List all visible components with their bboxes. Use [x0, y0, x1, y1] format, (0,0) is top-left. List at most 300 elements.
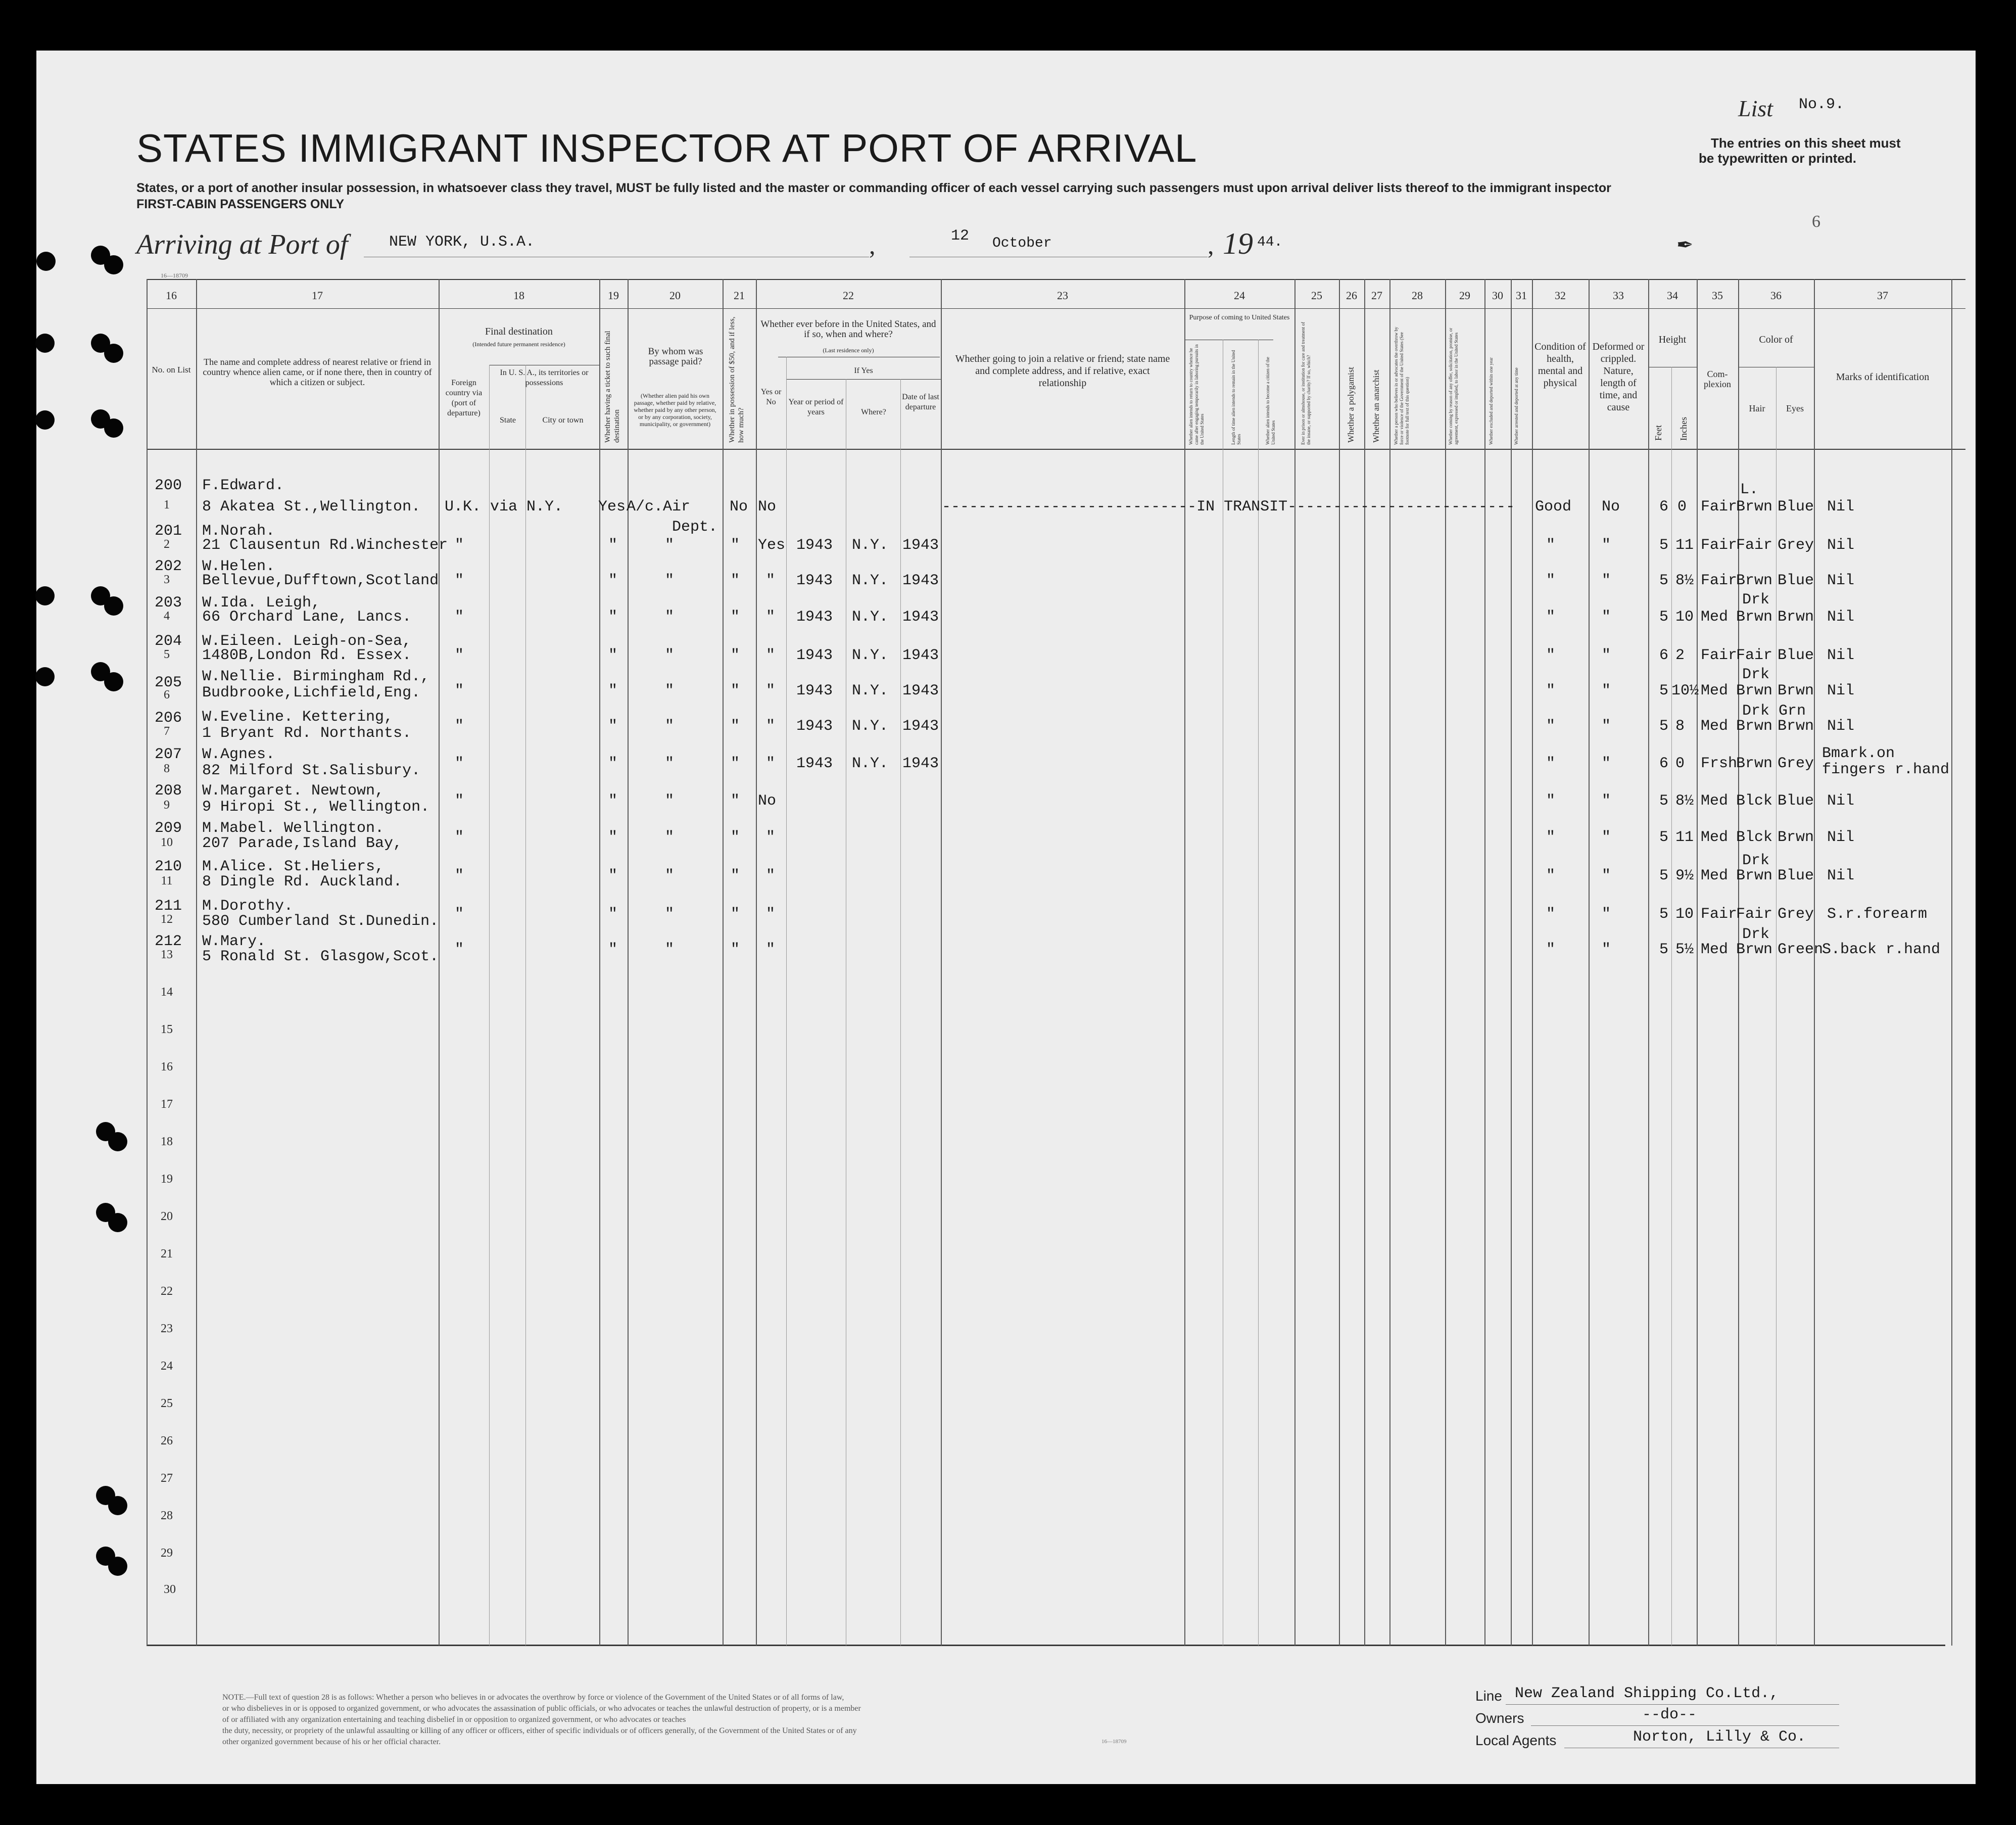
- line-number: 11: [161, 874, 173, 887]
- col36-hair: Hair: [1749, 403, 1765, 413]
- where: N.Y.: [852, 718, 889, 735]
- list-number-cell: 211: [155, 898, 182, 915]
- list-number-cell: 209: [155, 820, 182, 837]
- passage-paid: ": [665, 609, 675, 626]
- height-feet: 5: [1659, 537, 1669, 554]
- line-number: 2: [164, 538, 170, 551]
- height-feet: 6: [1659, 755, 1669, 772]
- line-number: 27: [161, 1472, 173, 1485]
- eyes: Grey: [1778, 906, 1814, 923]
- shipping-line: New Zealand Shipping Co.Ltd.,: [1515, 1685, 1779, 1702]
- punch-hole: [35, 334, 55, 353]
- hair-note: Drk: [1742, 926, 1770, 943]
- colnum: 27: [1371, 289, 1382, 302]
- col30-header: Whether excluded and deported within one year: [1489, 357, 1494, 445]
- col35-header: Com-plexion: [1704, 369, 1731, 389]
- foreign-country: ": [455, 718, 464, 735]
- passage-paid: ": [665, 941, 675, 958]
- eyes: Grey: [1778, 755, 1814, 772]
- complexion: Med: [1701, 867, 1729, 884]
- line-number: 10: [161, 836, 173, 849]
- health: ": [1546, 609, 1556, 626]
- foreign-country: ": [455, 537, 464, 554]
- line-number: 13: [161, 948, 173, 961]
- list-number-cell: 206: [155, 710, 182, 727]
- passage-paid: ": [665, 682, 675, 699]
- health: ": [1546, 829, 1556, 846]
- complexion: Med: [1701, 941, 1729, 958]
- punch-hole: [36, 252, 56, 271]
- arrival-month: October: [992, 236, 1052, 251]
- health: ": [1546, 572, 1556, 589]
- height-inches: 8½: [1675, 792, 1694, 810]
- stamp-mark-icon: ✒: [1676, 234, 1694, 256]
- height-feet: 5: [1659, 829, 1669, 846]
- relative-address: Bellevue,Dufftown,Scotland: [202, 572, 439, 589]
- money: ": [731, 867, 740, 884]
- line-underline: [1506, 1704, 1839, 1705]
- comma: ,: [1208, 231, 1214, 259]
- year: 1943: [796, 572, 833, 589]
- where: N.Y.: [852, 572, 889, 589]
- footnote-line-4: the duty, necessity, or propriety of the unlawful assaulting or killing of any officer or officers, either of specific individuals or of officers generally, of the Government of the United States or of any: [222, 1726, 857, 1735]
- col-border: [786, 357, 787, 1646]
- list-label: List: [1738, 96, 1773, 121]
- eyes: Blue: [1778, 867, 1814, 884]
- marks: Nil: [1827, 718, 1855, 735]
- rule-22b: [786, 379, 941, 380]
- list-number-cell: 200: [155, 477, 182, 494]
- line-label: Line: [1475, 1688, 1502, 1704]
- last-departure: 1943: [902, 537, 939, 554]
- marks: S.r.forearm: [1827, 906, 1928, 923]
- relative-address: 1480B,London Rd. Essex.: [202, 647, 412, 664]
- col-border: [439, 279, 440, 1646]
- marks: Nil: [1827, 829, 1855, 846]
- deformed: ": [1602, 572, 1611, 589]
- ticket: ": [608, 647, 618, 664]
- hair-note: Drk: [1742, 666, 1770, 683]
- list-number: No.9.: [1799, 96, 1845, 113]
- col24-b: Length of time alien intends to remain in the United States: [1231, 350, 1241, 445]
- height-inches: 5½: [1675, 941, 1694, 958]
- colnum: 19: [608, 289, 619, 302]
- col-border: [489, 365, 490, 1646]
- relative-name: W.Ida. Leigh,: [202, 594, 321, 612]
- money: ": [731, 792, 740, 810]
- line-number: 16: [161, 1060, 173, 1073]
- complexion: Fair: [1701, 647, 1738, 664]
- comma: ,: [869, 231, 876, 259]
- col22-subheader: (Last residence only): [823, 347, 874, 354]
- complexion: Fair: [1701, 572, 1738, 589]
- last-departure: 1943: [902, 609, 939, 626]
- height-feet: 5: [1659, 867, 1669, 884]
- before-in-us: ": [766, 829, 776, 846]
- complexion: Fair: [1701, 498, 1738, 516]
- list-number-cell: 205: [155, 674, 182, 691]
- deformed: ": [1602, 682, 1611, 699]
- relative-name: M.Alice. St.Heliers,: [202, 858, 385, 875]
- hair-note: Drk: [1742, 591, 1770, 609]
- line-number: 20: [161, 1210, 173, 1223]
- ticket: ": [608, 682, 618, 699]
- height-feet: 5: [1659, 718, 1669, 735]
- where: N.Y.: [852, 537, 889, 554]
- passage-paid: ": [665, 718, 675, 735]
- eyes: Blue: [1778, 647, 1814, 664]
- col-border: [1532, 279, 1533, 1646]
- before-in-us: ": [766, 755, 776, 772]
- col-border: [1697, 279, 1698, 1646]
- col36-eyes: Eyes: [1786, 403, 1804, 413]
- health: ": [1546, 682, 1556, 699]
- line-number: 30: [164, 1583, 176, 1596]
- height-inches: 10½: [1671, 682, 1699, 699]
- health: ": [1546, 755, 1556, 772]
- local-agents: Norton, Lilly & Co.: [1633, 1728, 1806, 1746]
- relative-name: W.Margaret. Newtown,: [202, 782, 385, 800]
- passage-paid: A/c.Air: [627, 498, 691, 516]
- passage-paid-2: Dept.: [672, 519, 718, 536]
- arrival-port: NEW YORK, U.S.A.: [389, 233, 535, 251]
- money: ": [731, 609, 740, 626]
- foreign-country: ": [455, 906, 464, 923]
- where: N.Y.: [852, 682, 889, 699]
- header-bottom-rule: [147, 449, 1965, 450]
- complexion: Med: [1701, 792, 1729, 810]
- height-inches: 10: [1675, 609, 1694, 626]
- before-in-us: ": [766, 572, 776, 589]
- height-inches: 8½: [1675, 572, 1694, 589]
- money: ": [731, 829, 740, 846]
- last-departure: 1943: [902, 682, 939, 699]
- height-inches: 9½: [1675, 867, 1694, 884]
- punch-hole: [108, 1557, 127, 1576]
- col22-year: Year or period of years: [788, 398, 844, 416]
- relative-address: 8 Dingle Rd. Auckland.: [202, 873, 403, 891]
- marks: Nil: [1827, 609, 1855, 626]
- year: 1943: [796, 609, 833, 626]
- hair: Brwn: [1736, 498, 1773, 516]
- height-feet: 6: [1659, 647, 1669, 664]
- col24-header: Purpose of coming to United States: [1189, 314, 1290, 321]
- col-border: [941, 279, 942, 1646]
- col22-header: Whether ever before in the United States, and if so, when and where?: [760, 319, 936, 340]
- passage-paid: ": [665, 537, 675, 554]
- hair: Fair: [1736, 906, 1773, 923]
- relative-name: M.Norah.: [202, 523, 275, 540]
- line-number: 29: [161, 1547, 173, 1560]
- last-departure: 1943: [902, 647, 939, 664]
- col-border: [723, 279, 724, 1646]
- money: ": [731, 647, 740, 664]
- entries-note-2: be typewritten or printed.: [1699, 151, 1857, 166]
- line-number: 24: [161, 1360, 173, 1373]
- last-departure: 1943: [902, 718, 939, 735]
- health: ": [1546, 867, 1556, 884]
- col-border: [900, 379, 901, 1646]
- height-feet: 5: [1659, 572, 1669, 589]
- colnum: 31: [1516, 289, 1527, 302]
- hair-note: Drk: [1742, 852, 1770, 869]
- complexion: Med: [1701, 682, 1729, 699]
- colnum: 34: [1667, 289, 1678, 302]
- ticket: ": [608, 906, 618, 923]
- complexion: Med: [1701, 609, 1729, 626]
- complexion: Frsh: [1701, 755, 1738, 772]
- col-border: [1364, 279, 1365, 1646]
- hair: Brwn: [1736, 941, 1773, 958]
- relative-address: Budbrooke,Lichfield,Eng.: [202, 684, 421, 701]
- complexion: Fair: [1701, 906, 1738, 923]
- colnum: 18: [513, 289, 524, 302]
- list-number-cell: 207: [155, 746, 182, 763]
- before-in-us: ": [766, 647, 776, 664]
- col-border: [1445, 279, 1446, 1646]
- relative-address: 1 Bryant Rd. Northants.: [202, 725, 412, 742]
- list-number-cell: 201: [155, 523, 182, 540]
- colnum: 23: [1057, 289, 1068, 302]
- hair: Brwn: [1736, 755, 1773, 772]
- line-number: 9: [164, 799, 170, 812]
- foreign-country: U.K.: [445, 498, 482, 516]
- eyes: Brwn: [1778, 829, 1814, 846]
- col-border: [1184, 279, 1185, 1646]
- deformed: ": [1602, 867, 1611, 884]
- footnote-line-2: or who disbelieves in or is opposed to organized government, or who advocates the assassination of public officials, or who advocates or teaches the unlawful destruction of property, or is a member: [222, 1704, 861, 1713]
- line-number: 7: [164, 725, 170, 738]
- list-number-cell: 210: [155, 858, 182, 875]
- relative-name: F.Edward.: [202, 477, 284, 494]
- col29-header: Whether coming by reason of any offer, solicitation, promise, or agreement, expressed or implied, to labor in the United States: [1448, 327, 1459, 445]
- money: ": [731, 906, 740, 923]
- transit-note: ----------------------------IN TRANSIT-------------------------: [942, 498, 1515, 516]
- ticket: ": [608, 572, 618, 589]
- relative-name: M.Mabel. Wellington.: [202, 820, 385, 837]
- col-border: [1814, 279, 1815, 1646]
- relative-name: M.Dorothy.: [202, 898, 294, 915]
- col24-c: Whether alien intends to become a citizen of the United States: [1265, 357, 1276, 445]
- money: ": [731, 572, 740, 589]
- marks: Nil: [1827, 498, 1855, 516]
- col18-header: Final destination: [485, 326, 553, 337]
- hair: Brwn: [1736, 682, 1773, 699]
- arrival-day: 12: [951, 227, 970, 245]
- col-border: [1339, 279, 1340, 1646]
- line-number: 21: [161, 1247, 173, 1260]
- col20-note: (Whether alien paid his own passage, whether paid by relative, whether paid by any other person, or by any corporation, society, municipality, or government): [634, 392, 716, 428]
- punch-hole: [104, 672, 123, 691]
- relative-name: W.Mary.: [202, 933, 266, 950]
- before-in-us: ": [766, 609, 776, 626]
- punch-hole: [108, 1496, 127, 1515]
- complexion: Med: [1701, 718, 1729, 735]
- deformed: ": [1602, 609, 1611, 626]
- hair: Fair: [1736, 647, 1773, 664]
- health: ": [1546, 792, 1556, 810]
- arrival-year-suffix: 44.: [1257, 235, 1283, 250]
- page-title: STATES IMMIGRANT INSPECTOR AT PORT OF ARRIVAL: [136, 126, 1197, 170]
- marks: Nil: [1827, 867, 1855, 884]
- money: ": [731, 537, 740, 554]
- money: ": [731, 682, 740, 699]
- col-border: [1776, 367, 1777, 1646]
- punch-hole: [108, 1213, 127, 1232]
- line-number: 15: [161, 1023, 173, 1036]
- deformed: ": [1602, 792, 1611, 810]
- col-border: [1389, 279, 1390, 1646]
- money: ": [731, 755, 740, 772]
- colnum: 28: [1412, 289, 1423, 302]
- last-departure: 1943: [902, 755, 939, 772]
- eyes: Blue: [1778, 498, 1814, 516]
- foreign-country: ": [455, 572, 464, 589]
- colnum: 29: [1459, 289, 1470, 302]
- marks: S.back r.hand: [1822, 941, 1941, 958]
- year: 1943: [796, 718, 833, 735]
- punch-hole: [104, 596, 123, 616]
- col-border: [147, 279, 148, 1646]
- col-border: [1484, 279, 1485, 1646]
- foreign-country: ": [455, 647, 464, 664]
- line-number: 26: [161, 1434, 173, 1447]
- money: No: [730, 498, 748, 516]
- ticket: ": [608, 792, 618, 810]
- height-feet: 5: [1659, 941, 1669, 958]
- relative-address: 8 Akatea St.,Wellington.: [202, 498, 421, 516]
- where: N.Y.: [852, 647, 889, 664]
- col-border: [1951, 279, 1952, 1646]
- deformed: ": [1602, 718, 1611, 735]
- corner-mark: 6: [1812, 212, 1820, 231]
- col36-header: Color of: [1759, 334, 1793, 345]
- ticket: ": [608, 609, 618, 626]
- before-in-us: No: [758, 498, 777, 516]
- col26-header: Whether a polygamist: [1346, 366, 1356, 443]
- marks: Bmark.on: [1822, 745, 1895, 762]
- eyes: Green: [1778, 941, 1823, 958]
- col34-feet: Feet: [1653, 425, 1663, 441]
- relative-name: W.Nellie. Birmingham Rd.,: [202, 668, 430, 685]
- punch-hole: [108, 1132, 127, 1151]
- colnum: 33: [1613, 289, 1624, 302]
- passage-paid: ": [665, 572, 675, 589]
- colnum: 36: [1770, 289, 1782, 302]
- before-in-us: No: [758, 792, 777, 810]
- colnum: 26: [1346, 289, 1357, 302]
- health: Good: [1535, 498, 1572, 516]
- foreign-country: ": [455, 867, 464, 884]
- col31-header: Whether arrested and deported at any time: [1514, 367, 1519, 445]
- where: N.Y.: [852, 755, 889, 772]
- colnum-rule: [147, 308, 1965, 309]
- health: ": [1546, 941, 1556, 958]
- col28-header: Whether a person who believes in or advocates the overthrow by force or violence of the Government of the United States (See footnote for full text of this question): [1394, 326, 1410, 445]
- health: ": [1546, 718, 1556, 735]
- relative-name: W.Eveline. Kettering,: [202, 709, 394, 726]
- subtitle-line-1: States, or a port of another insular possession, in whatsoever class they travel, MUST be fully listed and the master or commanding officer of each vessel carrying such passengers must upon arrival deliver lists thereof to the immigrant inspector: [136, 181, 1611, 195]
- hair: Brwn: [1736, 718, 1773, 735]
- height-inches: 8: [1675, 718, 1685, 735]
- punch-hole: [35, 410, 55, 430]
- relative-name: W.Helen.: [202, 558, 275, 575]
- colnum: 35: [1712, 289, 1723, 302]
- col-border: [599, 279, 600, 1646]
- height-feet: 5: [1659, 906, 1669, 923]
- hair: Brwn: [1736, 609, 1773, 626]
- form-code-top: 16—18709: [161, 272, 188, 279]
- relative-address: 5 Ronald St. Glasgow,Scot.: [202, 948, 439, 965]
- colnum: 30: [1492, 289, 1503, 302]
- relative-address: 66 Orchard Lane, Lancs.: [202, 609, 412, 626]
- col21-header: Whether in possession of $50, and if less, how much?: [728, 316, 745, 443]
- col34-inches: Inches: [1678, 417, 1689, 441]
- line-number: 1: [164, 498, 170, 511]
- list-number-cell: 202: [155, 558, 182, 575]
- hair: Blck: [1736, 829, 1773, 846]
- col-border: [1671, 367, 1672, 1646]
- footnote-line-5: other organized government because of his or her official character.: [222, 1738, 441, 1746]
- colnum: 37: [1877, 289, 1888, 302]
- foreign-country: ": [455, 609, 464, 626]
- marks: Nil: [1827, 537, 1855, 554]
- year: 1943: [796, 537, 833, 554]
- arrival-year-prefix: 19: [1223, 227, 1253, 260]
- line-number: 3: [164, 573, 170, 586]
- height-inches: 2: [1675, 647, 1685, 664]
- punch-hole: [104, 344, 123, 363]
- col19-header: Whether having a ticket to such final destination: [604, 331, 621, 443]
- health: ": [1546, 906, 1556, 923]
- col-border: [1294, 279, 1295, 1646]
- height-inches: 11: [1675, 537, 1694, 554]
- marks: Nil: [1827, 647, 1855, 664]
- before-in-us: ": [766, 906, 776, 923]
- foreign-country: ": [455, 755, 464, 772]
- line-number: 5: [164, 648, 170, 661]
- relative-address: 580 Cumberland St.Dunedin.: [202, 913, 439, 930]
- eyes: Brwn: [1778, 718, 1814, 735]
- passage-paid: ": [665, 867, 675, 884]
- list-number-cell: 212: [155, 933, 182, 950]
- line-number: 25: [161, 1397, 173, 1410]
- relative-address: 82 Milford St.Salisbury.: [202, 762, 421, 779]
- year: 1943: [796, 647, 833, 664]
- owners-underline: [1531, 1725, 1839, 1726]
- relative-address: 207 Parade,Island Bay,: [202, 835, 403, 852]
- list-number-cell: 204: [155, 633, 182, 650]
- col22-ifyes: If Yes: [854, 366, 873, 375]
- where: N.Y.: [852, 609, 889, 626]
- col18-usa: In U. S. A., its territories or possessions: [500, 368, 589, 387]
- col37-header: Marks of identification: [1836, 371, 1930, 383]
- colnum: 24: [1234, 289, 1245, 302]
- col20-header: By whom was passage paid?: [648, 346, 703, 367]
- line-number: 6: [164, 688, 170, 701]
- line-number: 4: [164, 610, 170, 623]
- col32-header: Condition of health, mental and physical: [1534, 341, 1586, 389]
- money: ": [731, 718, 740, 735]
- relative-address: 21 Clausentun Rd.Winchester: [202, 537, 448, 554]
- col18-subheader: (Intended future permanent residence): [472, 341, 565, 348]
- owners-label: Owners: [1475, 1710, 1524, 1726]
- marks: Nil: [1827, 792, 1855, 810]
- col-border: [1258, 340, 1259, 1646]
- table-top-rule: [147, 279, 1965, 280]
- punch-hole: [35, 667, 55, 686]
- col-border: [1511, 279, 1512, 1646]
